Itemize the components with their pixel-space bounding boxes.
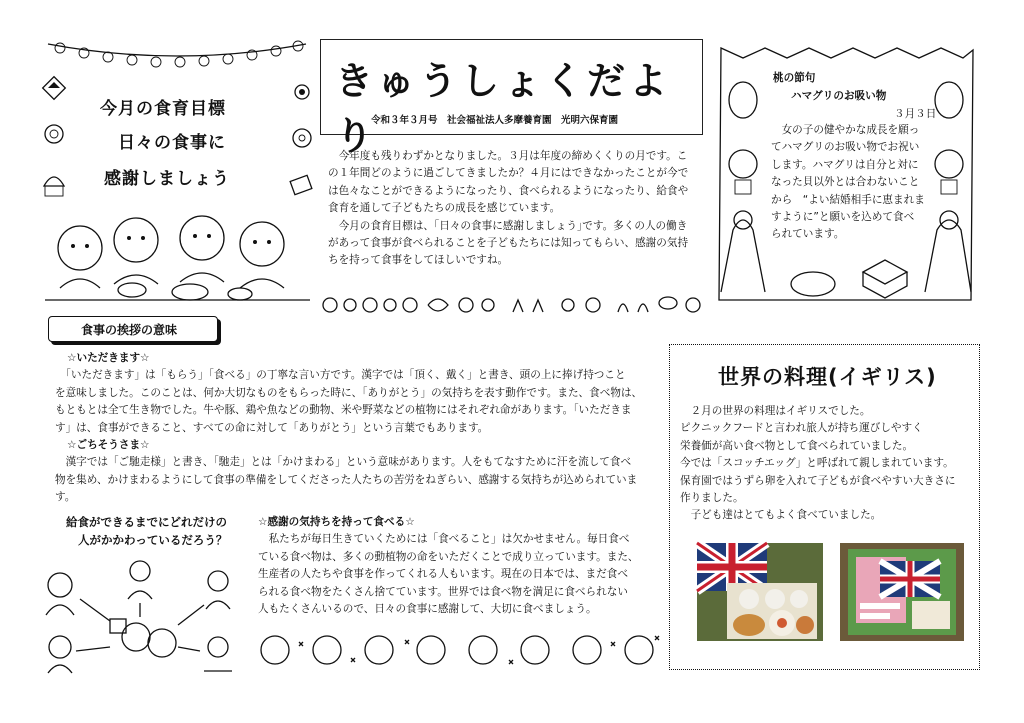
momo-date: ３月３日 [894,108,937,120]
intro-line: 今月の食育目標は、｢日々の食事に感謝しましょう｣です。多くの人の働き [328,219,688,232]
sekai-line: 作りました。 [680,492,744,505]
aisatsu-line: す。 [55,491,76,504]
kyushoku-question-1: 給食ができるまでにどれだけの [66,515,227,529]
intro-line: の１年間どのように過ごしてきましたか？４月にはできなかったことが今で [328,167,689,180]
sekai-line: ピクニックフードと言われ旅人が持ち運びしやすく [680,422,923,435]
kansha-line: ている食べ物は、多くの動植物の命をいただくことで成り立っています。また、 [258,550,639,563]
display-board-photo [840,543,964,641]
kyushoku-question-2: 人がかかわっているだろう？ [78,533,228,547]
aisatsu-text [55,350,660,507]
itadakimasu-heading: ☆いただきます☆ [67,352,150,364]
momo-line: から “よい結婚相手に恵まれま [771,193,925,206]
goal-line-3: 感謝しましょう [104,169,230,189]
aisatsu-line: を意味しました。このことは、何か大切なものをもらった時に、「ありがとう」の気持ちを表す動作です。また、食べ物は、 [55,386,643,399]
intro-text [328,148,708,270]
sekai-text [680,403,976,525]
sekai-line: 子ども達はとてもよく食べていました。 [680,509,882,522]
sekai-line: 今では「スコッチエッグ」と呼ばれて親しまれています。 [680,457,954,470]
aisatsu-line: もともとは全て生き物でした。牛や豚、鶏や魚などの動物、米や野菜などの植物にはそれぞれ命があります。「いただきま [55,404,632,417]
flower-garland-decoration [318,290,708,320]
sekai-line: 栄養価が高い食べ物として食べられていました。 [680,439,914,452]
intro-line: ちを持って食事をしてほしいですね。 [328,254,509,267]
momo-text [771,122,971,244]
momo-line: すように”と願いを込めて食べ [771,211,915,224]
intro-line: は色々なことができるようになったり、食べられるようになったり、給食や [328,184,689,197]
kansha-line: 生産者の人たちや食事を作ってくれる人もいます。現在の日本では、まだ食べ [258,568,628,581]
page-title: きゅうしょくだより [335,59,672,158]
momo-line: られています。 [771,228,845,241]
aisatsu-header [48,316,218,342]
sekai-line: ２月の世界の料理はイギリスでした。 [680,405,871,417]
aisatsu-line: 「いただきます」は「もらう」「食べる」の丁寧な言い方です。漢字では「頂く、戴く」と書き、頭の上に捧げ持つこと [55,369,626,382]
food-chain-illustration [40,555,250,675]
sekai-title: 世界の料理(イギリス) [718,365,937,389]
goal-line-2: 日々の食事に [118,133,226,153]
gochisousama-heading: ☆ごちそうさま☆ [67,439,150,452]
momo-line: します。ハマグリは自分と対に [771,158,919,171]
momo-line: なった貝以外とは合わないこと [771,176,920,189]
momo-title-1: 桃の節句 [773,72,816,84]
kansha-line: 人もたくさんいるので、日々の食事に感謝して、大切に食べましょう。 [258,603,597,616]
momo-line: てハマグリのお吸い物でお祝い [771,141,920,154]
sekai-line: 保育園ではうずら卵を入れて子どもが食べやすい大きさに [680,474,956,487]
scotch-egg-tray-photo [697,543,823,641]
momo-title-2: ハマグリのお吸い物 [791,90,887,102]
goal-title: 今月の食育目標 [100,99,226,119]
page-subtitle: 令和３年３月号 社会福祉法人多摩養育園 光明六保育園 [371,115,619,126]
kansha-heading: ☆感謝の気持ちを持って食べる☆ [258,516,415,528]
intro-line: 今年度も残りわずかとなりました。３月は年度の締めくくりの月です。こ [328,150,688,162]
aisatsu-line: す」は、食事ができること、すべての命に対して「ありがとう」という言葉でもあります。 [55,421,489,434]
aisatsu-header-label: 食事の挨拶の意味 [81,323,178,337]
intro-line: 食育を通して子どもたちの成長を感じています。 [328,202,561,215]
momo-line: 女の子の健やかな成長を願っ [771,124,920,136]
kansha-line: られる食べ物をたくさん捨てています。世界では食べ物を満足に食べられない [258,585,628,598]
kids-faces-garland [255,628,665,674]
aisatsu-line: 漢字では「ご馳走様」と書き、「馳走」とは「かけまわる」という意味があります。人をもてなすために汗を流して食べ [55,456,632,469]
kansha-line: 私たちが毎日生きていくためには「食べること」は欠かせません。毎日食べ [258,533,630,546]
intro-line: があって食事が食べられることを子どもたちには知ってもらい、感謝の気持 [328,237,689,250]
kansha-text [258,514,660,618]
aisatsu-line: 物を集め、かけまわるようにして食事の準備をしてくださった人たちの苦労をねぎらい、感謝する気持ちが込められていま [55,473,638,486]
